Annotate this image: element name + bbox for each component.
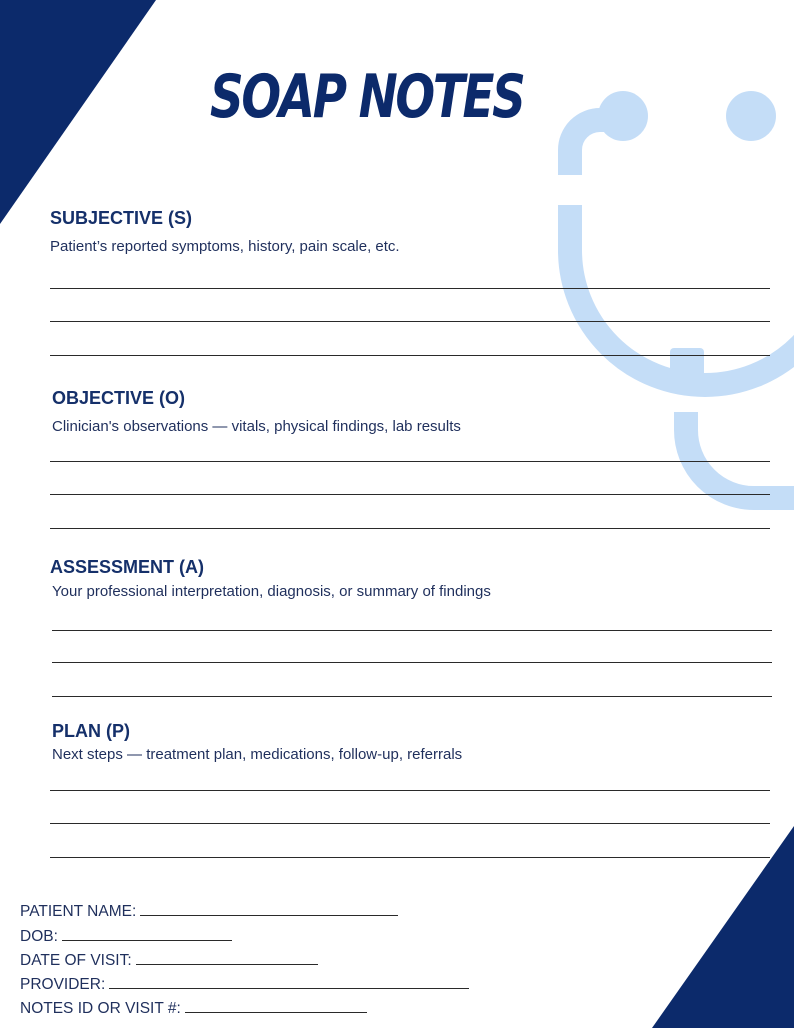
subjective-heading: SUBJECTIVE (S) [50, 208, 193, 228]
date-of-visit-row [20, 949, 318, 970]
subjective-line-3[interactable] [50, 355, 770, 356]
notes-id-row [20, 997, 367, 1018]
objective-description: Clinician's observations — vitals, physical findings, lab results [52, 418, 461, 435]
subjective-line-2[interactable] [50, 321, 770, 322]
plan-line-1[interactable] [50, 790, 770, 791]
provider-label: PROVIDER: [20, 976, 106, 993]
date-of-visit-field[interactable] [136, 949, 318, 965]
plan-line-2[interactable] [50, 823, 770, 824]
page-title: SOAP NOTES [210, 62, 524, 132]
assessment-line-2[interactable] [52, 662, 772, 663]
objective-heading: OBJECTIVE (O) [52, 388, 186, 408]
subjective-description: Patient’s reported symptoms, history, pain scale, etc. [50, 238, 400, 255]
notes-id-field[interactable] [185, 997, 367, 1013]
subjective-line-1[interactable] [50, 288, 770, 289]
plan-description: Next steps — treatment plan, medications, follow-up, referrals [52, 746, 463, 763]
patient-name-row [20, 900, 398, 921]
objective-line-2[interactable] [50, 494, 770, 495]
provider-row [20, 973, 469, 994]
assessment-heading: ASSESSMENT (A) [50, 557, 205, 577]
objective-line-3[interactable] [50, 528, 770, 529]
plan-line-3[interactable] [50, 857, 770, 858]
patient-name-field[interactable] [140, 900, 398, 916]
provider-field[interactable] [109, 973, 469, 989]
objective-line-1[interactable] [50, 461, 770, 462]
assessment-line-3[interactable] [52, 696, 772, 697]
date-of-visit-label: DATE OF VISIT: [20, 952, 132, 969]
assessment-line-1[interactable] [52, 630, 772, 631]
dob-field[interactable] [62, 925, 232, 941]
dob-label: DOB: [20, 928, 58, 945]
plan-heading: PLAN (P) [52, 721, 130, 741]
assessment-description: Your professional interpretation, diagnosis, or summary of findings [52, 583, 491, 600]
dob-row [20, 925, 232, 946]
patient-name-label: PATIENT NAME: [20, 903, 137, 920]
notes-id-label: NOTES ID OR VISIT #: [20, 1000, 181, 1017]
